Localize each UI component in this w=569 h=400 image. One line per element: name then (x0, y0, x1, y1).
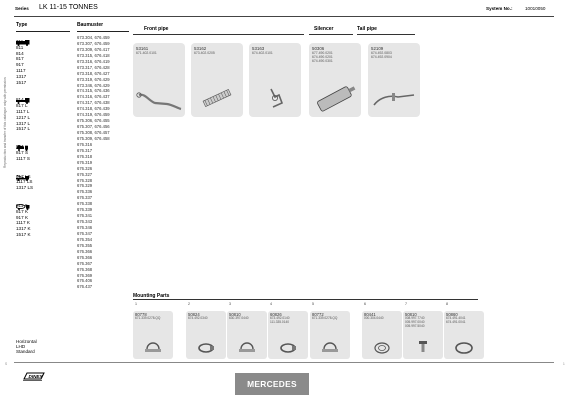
type-name: 1317 LS (16, 185, 34, 191)
baumuster-entry: 676.319 (77, 159, 93, 165)
header-divider (14, 16, 554, 17)
type-name: 917 (16, 62, 24, 68)
baumuster-entry: 673.309, 676.417 (77, 46, 110, 52)
type-name: 817 K (16, 208, 29, 214)
mounting-part-number: 60826 (270, 312, 282, 317)
part-reference: 673.402.0205 (194, 51, 215, 55)
mounting-part-number: 50810 (405, 312, 417, 317)
type-heading-divider (16, 31, 70, 32)
type-group (16, 91, 71, 132)
mounting-part-box[interactable] (268, 302, 308, 359)
part-number: 50306 (312, 46, 325, 51)
silencer-divider (309, 34, 353, 35)
mounting-part-index: 2 (188, 302, 190, 306)
baumuster-entry: 673.315, 676.418 (77, 52, 110, 58)
baumuster-entry: 676.368 (77, 266, 93, 272)
type-name: 1117 L (16, 108, 30, 114)
type-name: 711 (16, 39, 24, 44)
mounting-part-reference: 673.492.0140 111.335.0140 (270, 316, 290, 324)
mounting-parts-divider (133, 299, 478, 300)
mounting-part-reference: 671.339.0278.QQ (135, 316, 161, 320)
mounting-part-reference: 008.997.7740 005.997.0040 005.997.5040 (405, 316, 425, 328)
brand-label: MERCEDES (235, 373, 309, 395)
baumuster-entry: 673.317, 676.428 (77, 64, 110, 70)
part-box[interactable] (249, 43, 301, 117)
baumuster-entry: 676.327 (77, 171, 93, 177)
baumuster-entry: 676.328 (77, 177, 93, 183)
silencer-heading: Silencer (314, 26, 334, 32)
baumuster-entry: 673.307, 676.459 (77, 40, 110, 46)
type-name: 1117 K (16, 220, 30, 226)
type-name: 1317 L (16, 120, 31, 126)
mounting-part-reference: 674.492.0340 (188, 316, 208, 320)
mounting-part-number: 50810 (229, 312, 241, 317)
part-box[interactable] (309, 43, 361, 117)
baumuster-entry: 676.337 (77, 195, 93, 201)
system-number-value: 10010050 (525, 6, 546, 11)
part-reference: 677.490.0201 674.490.0201 674.490.0301 (312, 51, 333, 63)
mounting-part-number: 80778 (135, 312, 147, 317)
type-group (16, 138, 71, 161)
mounting-part-reference: 671.339.0278.QQ (312, 316, 338, 320)
baumuster-entry: 676.318 (77, 153, 93, 159)
baumuster-entry: 676.406 (77, 278, 93, 284)
standard-entry: Standard (16, 349, 35, 355)
baumuster-entry: 676.343 (77, 219, 93, 225)
type-name: 817 (16, 56, 24, 62)
baumuster-entry: 676.336 (77, 189, 93, 195)
mounting-part-reference: 674.491.4041 674.491.0041 (446, 316, 466, 324)
mounting-part-index: 6 (364, 302, 366, 306)
mounting-part-box[interactable] (186, 302, 226, 359)
mounting-part-index: 5 (312, 302, 314, 306)
baumuster-list (77, 35, 129, 290)
type-group (16, 168, 71, 191)
part-number: 53163 (252, 46, 265, 51)
baumuster-entry: 674.317, 676.438 (77, 100, 110, 106)
type-name: 1117 LS (16, 179, 33, 185)
baumuster-column-heading: Baumuster (77, 22, 104, 28)
part-reference: 674.492.0803 674.492.0904 (371, 51, 392, 59)
type-name: 814 (16, 50, 24, 56)
tail-pipe-heading: Tail pipe (357, 26, 377, 32)
standard-entry: Horizontal (16, 339, 37, 344)
type-group (16, 33, 71, 85)
system-number-label: System No.: (486, 6, 513, 11)
mounting-part-index: 4 (270, 302, 272, 306)
type-name: 814 S (16, 144, 29, 150)
part-number: 53162 (194, 46, 207, 51)
type-name: 1117 (16, 67, 26, 73)
mounting-part-number: 80772 (312, 312, 324, 317)
baumuster-entry: 676.366 (77, 248, 93, 254)
type-name: 817 LS (16, 173, 31, 179)
part-box[interactable] (191, 43, 243, 117)
mounting-part-box[interactable] (227, 302, 267, 359)
baumuster-entry: 676.326 (77, 165, 93, 171)
part-box[interactable] (133, 43, 185, 117)
baumuster-entry: 676.317 (77, 147, 93, 153)
type-name: 1117 S (16, 155, 30, 161)
part-number: 52109 (371, 46, 384, 51)
baumuster-entry: 674.315, 676.436 (77, 88, 110, 94)
part-number: 53161 (136, 46, 149, 51)
part-reference: 671.402.0101 (136, 51, 157, 55)
baumuster-entry: 676.346 (77, 225, 93, 230)
baumuster-entry: 676.367 (77, 260, 93, 266)
baumuster-entry: 676.339 (77, 207, 93, 213)
tail-pipe-divider (357, 34, 415, 35)
type-name: 1317 K (16, 226, 31, 232)
baumuster-entry: 676.316 (77, 141, 93, 147)
mounting-part-index: 1 (135, 302, 137, 306)
type-name: 817 L (16, 103, 28, 109)
type-name: 814 L (16, 97, 28, 103)
series-label: Series (15, 6, 29, 11)
baumuster-entry: 675.308, 676.457 (77, 130, 110, 135)
baumuster-entry: 676.338 (77, 201, 93, 207)
front-pipe-divider (133, 34, 304, 35)
mounting-part-number: 50824 (188, 312, 200, 317)
type-name: 917 K (16, 214, 29, 220)
type-name: 1217 L (16, 114, 31, 120)
baumuster-entry: 676.347 (77, 230, 93, 236)
footer-divider (14, 362, 554, 363)
baumuster-entry: 676.366 (77, 254, 93, 260)
type-list (16, 33, 71, 244)
part-box[interactable] (368, 43, 420, 117)
truck-crane-icon (16, 168, 30, 174)
mounting-part-box[interactable] (310, 302, 350, 359)
type-column-heading: Type (16, 22, 28, 28)
type-name: 1517 K (16, 231, 31, 237)
baumuster-entry: 676.354 (77, 236, 93, 242)
mounting-part-reference: 000.304.0440 (364, 316, 384, 320)
baumuster-entry: 675.306, 676.455 (77, 118, 110, 124)
part-reference: 674.402.0101 (252, 51, 273, 55)
corner-mark-left: S (5, 362, 8, 366)
baumuster-entry: 673.319, 676.429 (77, 76, 110, 82)
baumuster-heading-divider (77, 31, 129, 32)
standards-list (16, 339, 37, 355)
mounting-part-number: 50860 (446, 312, 458, 317)
mounting-parts-heading: Mounting Parts (133, 293, 170, 299)
mounting-part-box[interactable] (362, 302, 402, 359)
mounting-part-index: 7 (405, 302, 407, 306)
type-name: 1517 L (16, 126, 31, 132)
side-note: Reproduction and transfer of this catalogue only with permission (3, 77, 7, 168)
baumuster-entry: 676.437 (77, 284, 93, 290)
catalogue-header (14, 3, 554, 13)
type-group (16, 197, 71, 238)
baumuster-entry: 673.346, 676.429 (77, 82, 110, 88)
type-name: 811 K (16, 202, 28, 208)
baumuster-entry: 674.319, 676.459 (77, 112, 110, 118)
mounting-part-box[interactable] (444, 302, 484, 359)
baumuster-entry: 675.307, 676.456 (77, 124, 110, 130)
logo-text: DINEX (28, 374, 43, 379)
baumuster-entry: 675.309, 676.458 (77, 135, 110, 141)
baumuster-entry: 673.318, 676.427 (77, 70, 110, 76)
baumuster-entry: 674.318, 676.439 (77, 106, 110, 112)
corner-mark-right: 1 (563, 362, 565, 366)
baumuster-entry: 673.304, 676.459 (77, 35, 110, 40)
baumuster-entry: 676.341 (77, 213, 93, 219)
mounting-part-number: 80441 (364, 312, 376, 317)
dinex-logo (22, 371, 46, 381)
type-name: 1317 (16, 73, 27, 79)
baumuster-entry: 673.316, 676.419 (77, 58, 110, 64)
mounting-part-reference: 630.397.0440 (229, 316, 249, 320)
baumuster-entry: 674.316, 676.437 (77, 94, 110, 100)
mounting-part-index: 3 (229, 302, 231, 306)
type-name: 811 (16, 44, 24, 50)
type-name: 1517 (16, 79, 27, 85)
type-name: 817 S (16, 149, 29, 155)
standard-entry: LHD (16, 344, 26, 350)
baumuster-entry: 676.329 (77, 183, 93, 189)
mounting-part-box[interactable] (133, 302, 173, 359)
series-value: LK 11-15 TONNES (39, 4, 98, 11)
baumuster-entry: 676.355 (77, 242, 93, 248)
mounting-part-index: 8 (446, 302, 448, 306)
baumuster-entry: 676.369 (77, 272, 93, 278)
mounting-part-box[interactable] (403, 302, 443, 359)
front-pipe-heading: Front pipe (144, 26, 169, 32)
